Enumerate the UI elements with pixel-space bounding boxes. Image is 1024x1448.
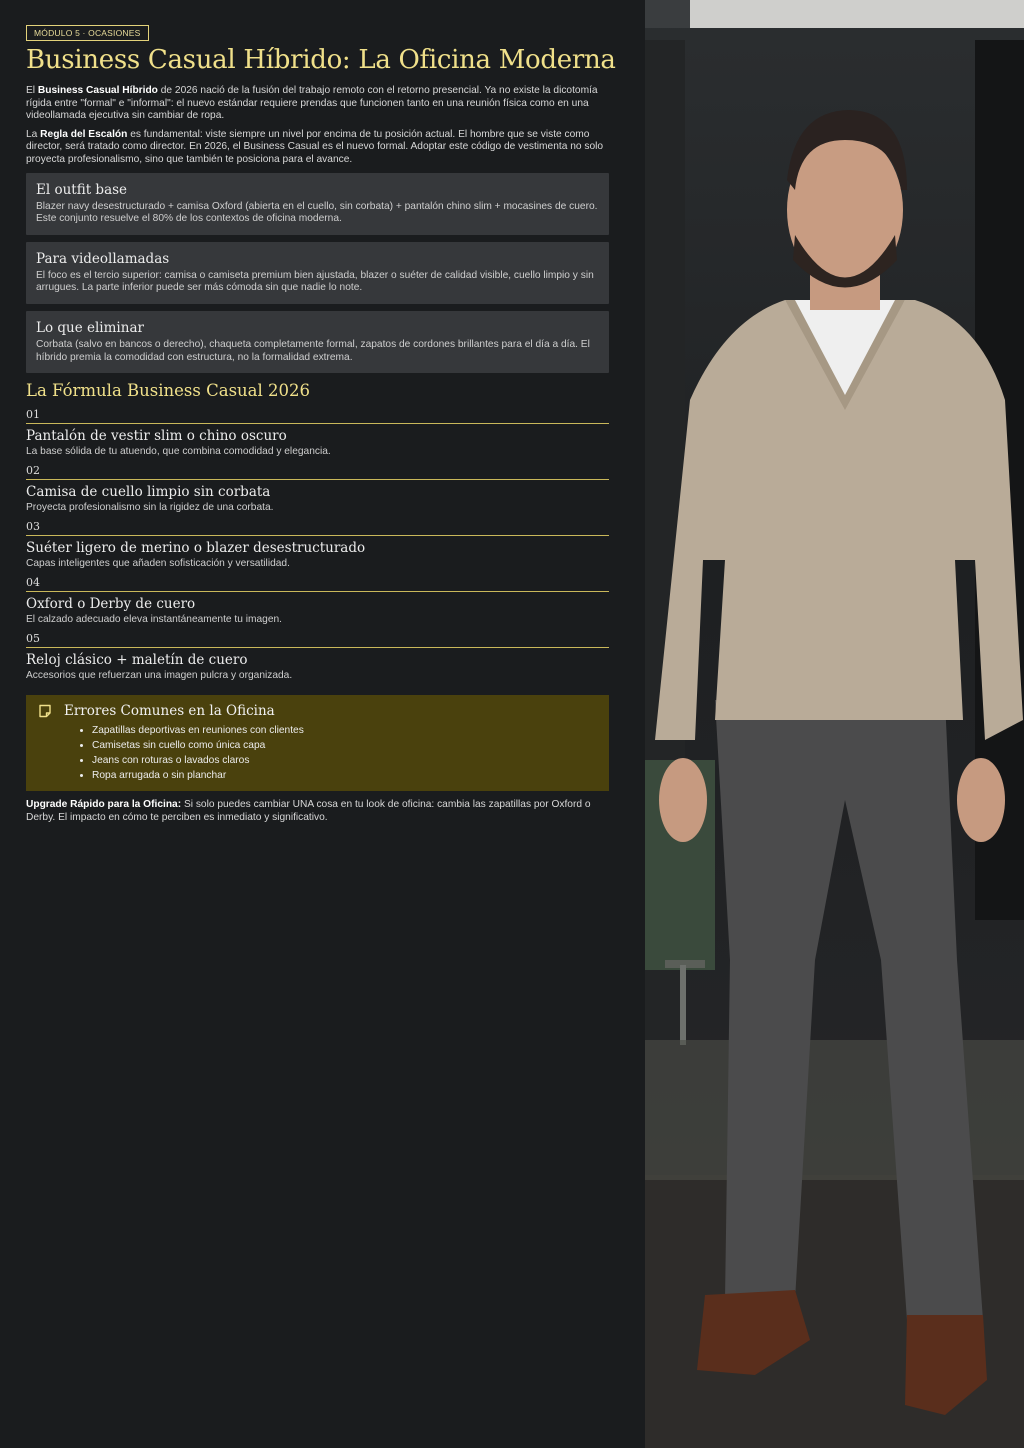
card-text: Corbata (salvo en bancos o derecho), chaqueta completamente formal, zapatos de cordones brillantes para el día a día. El híbrido premia la comodidad con estructura, no la formalidad extrema.	[36, 338, 590, 363]
page-title: Business Casual Híbrido: La Oficina Moderna	[26, 45, 616, 75]
card-title: El outfit base	[36, 181, 128, 198]
errors-header	[38, 703, 599, 719]
list-item: • Ropa arrugada o sin planchar	[92, 768, 599, 783]
list-item: • Zapatillas deportivas en reuniones con clientes	[92, 723, 599, 738]
errors-callout	[26, 695, 609, 791]
formula-title: La Fórmula Business Casual 2026	[26, 381, 311, 401]
intro-paragraph-2	[26, 129, 609, 167]
upgrade-tip	[26, 799, 609, 824]
formula-item-title: Reloj clásico + maletín de cuero	[26, 652, 248, 669]
card-text: El foco es el tercio superior: camisa o camiseta premium bien ajustada, blazer o suéter de calidad visible, cuello limpio y sin arrugues. La parte inferior puede ser más cómoda sin que nadie lo note.	[36, 269, 594, 294]
intro-1-bold: Business Casual Híbrido	[37, 85, 158, 96]
formula-number: 05	[26, 632, 609, 648]
formula-item-desc: Accesorios que refuerzan una imagen pulcra y organizada.	[26, 670, 293, 682]
article	[26, 23, 616, 824]
upgrade-label: Upgrade Rápido para la Oficina:	[26, 799, 182, 811]
intro-2-post: es fundamental: viste siempre un nivel por encima de tu posición actual. El hombre que se viste como director, será tratado como director. En 2026, el Business Casual es el nuevo formal. Adoptar este código de vestimenta no solo proyecta profesionalismo, sino que también te posiciona para el avance.	[26, 128, 604, 165]
intro-1-post: de 2026 nació de la fusión del trabajo remoto con el retorno presencial. Ya no existe la dicotomía rígida entre "formal" e "informal": el nuevo estándar requiere prendas que funcionen tanto en una reunión física como en una videollamada ejecutiva sin cambiar de ropa.	[26, 85, 598, 122]
formula-item	[26, 520, 609, 569]
errors-list	[38, 723, 599, 783]
formula-number: 03	[26, 520, 609, 536]
formula-item-title: Suéter ligero de merino o blazer desestructurado	[26, 540, 366, 557]
intro-paragraph-1	[26, 85, 609, 123]
formula-number: 02	[26, 464, 609, 480]
formula-number: 01	[26, 408, 609, 424]
formula-item	[26, 632, 609, 681]
model-photo	[645, 0, 1024, 1448]
intro-2-bold: Regla del Escalón	[40, 128, 128, 140]
formula-item-desc: Capas inteligentes que añaden sofisticación y versatilidad.	[26, 558, 290, 570]
formula-item-desc: La base sólida de tu atuendo, que combina comodidad y elegancia.	[26, 446, 331, 458]
formula-item-desc: El calzado adecuado eleva instantáneamente tu imagen.	[26, 614, 282, 626]
errors-title: Errores Comunes en la Oficina	[64, 703, 275, 720]
card-title: Para videollamadas	[36, 250, 170, 267]
card-outfit-base	[26, 173, 609, 235]
formula-number: 04	[26, 576, 609, 592]
intro-2-pre: La	[26, 128, 41, 140]
formula-item	[26, 464, 609, 513]
formula-item-title: Camisa de cuello limpio sin corbata	[26, 484, 271, 501]
formula-item-title: Oxford o Derby de cuero	[26, 596, 196, 613]
module-badge: MÓDULO 5 · OCASIONES	[26, 25, 149, 41]
man-figure-illustration	[645, 0, 1024, 1448]
card-eliminar	[26, 311, 609, 373]
formula-item	[26, 576, 609, 625]
note-icon	[38, 704, 52, 718]
formula-item	[26, 408, 609, 457]
formula-item-desc: Proyecta profesionalismo sin la rigidez de una corbata.	[26, 502, 274, 514]
upgrade-text: Si solo puedes cambiar UNA cosa en tu look de oficina: cambia las zapatillas por Oxford o Derby. El impacto en cómo te perciben es inmediato y significativo.	[26, 799, 591, 823]
card-videollamadas	[26, 242, 609, 304]
list-item: • Camisetas sin cuello como única capa	[92, 738, 599, 753]
card-text: Blazer navy desestructurado + camisa Oxford (abierta en el cuello, sin corbata) + pantalón chino slim + mocasines de cuero. Este conjunto resuelve el 80% de los contextos de oficina moderna.	[36, 200, 598, 225]
list-item: • Jeans con roturas o lavados claros	[92, 753, 599, 768]
formula-item-title: Pantalón de vestir slim o chino oscuro	[26, 428, 287, 445]
card-title: Lo que eliminar	[36, 319, 144, 336]
intro-1-pre: El	[26, 85, 38, 96]
